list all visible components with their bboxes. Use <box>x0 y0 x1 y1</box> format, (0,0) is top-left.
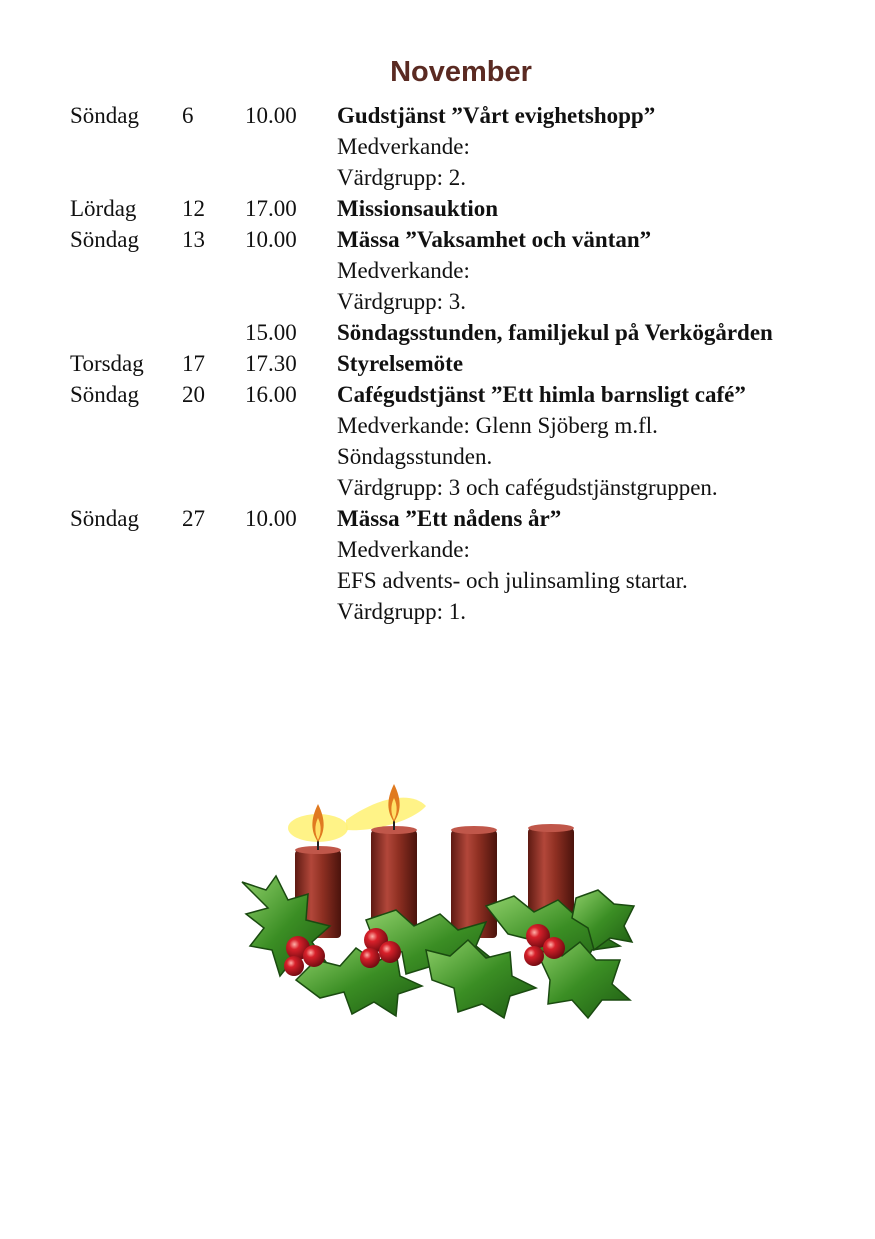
schedule-row <box>70 565 870 596</box>
event-title: Mässa ”Vaksamhet och väntan” <box>337 227 652 252</box>
event-detail: Medverkande: Glenn Sjöberg m.fl. <box>337 413 658 438</box>
schedule-row <box>70 286 870 317</box>
event-date: 6 <box>182 103 194 128</box>
event-date: 20 <box>182 382 205 407</box>
event-title: Gudstjänst ”Vårt evighetshopp” <box>337 103 656 128</box>
event-detail: Medverkande: <box>337 537 470 562</box>
event-title: Missionsauktion <box>337 196 499 221</box>
event-day: Söndag <box>70 506 139 531</box>
advent-wreath-icon <box>236 780 638 1020</box>
schedule-row <box>70 503 870 534</box>
event-detail: EFS advents- och julinsamling startar. <box>337 568 688 593</box>
event-date: 17 <box>182 351 205 376</box>
event-detail: Söndagsstunden. <box>337 444 493 469</box>
schedule-row <box>70 224 870 255</box>
event-time: 10.00 <box>245 227 297 252</box>
event-detail: Medverkande: <box>337 258 470 283</box>
schedule-row <box>70 131 870 162</box>
schedule-row <box>70 472 870 503</box>
schedule-row <box>70 348 870 379</box>
event-day: Söndag <box>70 227 139 252</box>
event-title: Cafégudstjänst ”Ett himla barnsligt café” <box>337 382 746 407</box>
event-title: Söndagsstunden, familjekul på Verkögården <box>337 320 773 345</box>
schedule-row <box>70 317 870 348</box>
schedule-row <box>70 100 870 131</box>
page-title: November <box>390 56 532 88</box>
schedule-row <box>70 534 870 565</box>
event-time: 16.00 <box>245 382 297 407</box>
event-detail: Värdgrupp: 3. <box>337 289 467 314</box>
event-time: 10.00 <box>245 506 297 531</box>
event-time: 15.00 <box>245 320 297 345</box>
schedule-row <box>70 441 870 472</box>
event-detail: Värdgrupp: 2. <box>337 165 467 190</box>
event-detail: Värdgrupp: 1. <box>337 599 467 624</box>
schedule-row <box>70 379 870 410</box>
event-day: Lördag <box>70 196 137 221</box>
event-title: Mässa ”Ett nådens år” <box>337 506 562 531</box>
event-time: 17.00 <box>245 196 297 221</box>
event-schedule <box>70 100 870 627</box>
event-day: Torsdag <box>70 351 144 376</box>
event-date: 13 <box>182 227 205 252</box>
event-detail: Värdgrupp: 3 och cafégudstjänstgruppen. <box>337 475 718 500</box>
schedule-row <box>70 255 870 286</box>
event-detail: Medverkande: <box>337 134 470 159</box>
schedule-row <box>70 162 870 193</box>
event-date: 27 <box>182 506 205 531</box>
candle-3 <box>451 826 497 938</box>
event-time: 10.00 <box>245 103 297 128</box>
schedule-row <box>70 410 870 441</box>
event-title: Styrelsemöte <box>337 351 464 376</box>
event-day: Söndag <box>70 103 139 128</box>
event-date: 12 <box>182 196 205 221</box>
event-day: Söndag <box>70 382 139 407</box>
schedule-row <box>70 596 870 627</box>
schedule-row <box>70 193 870 224</box>
event-time: 17.30 <box>245 351 297 376</box>
